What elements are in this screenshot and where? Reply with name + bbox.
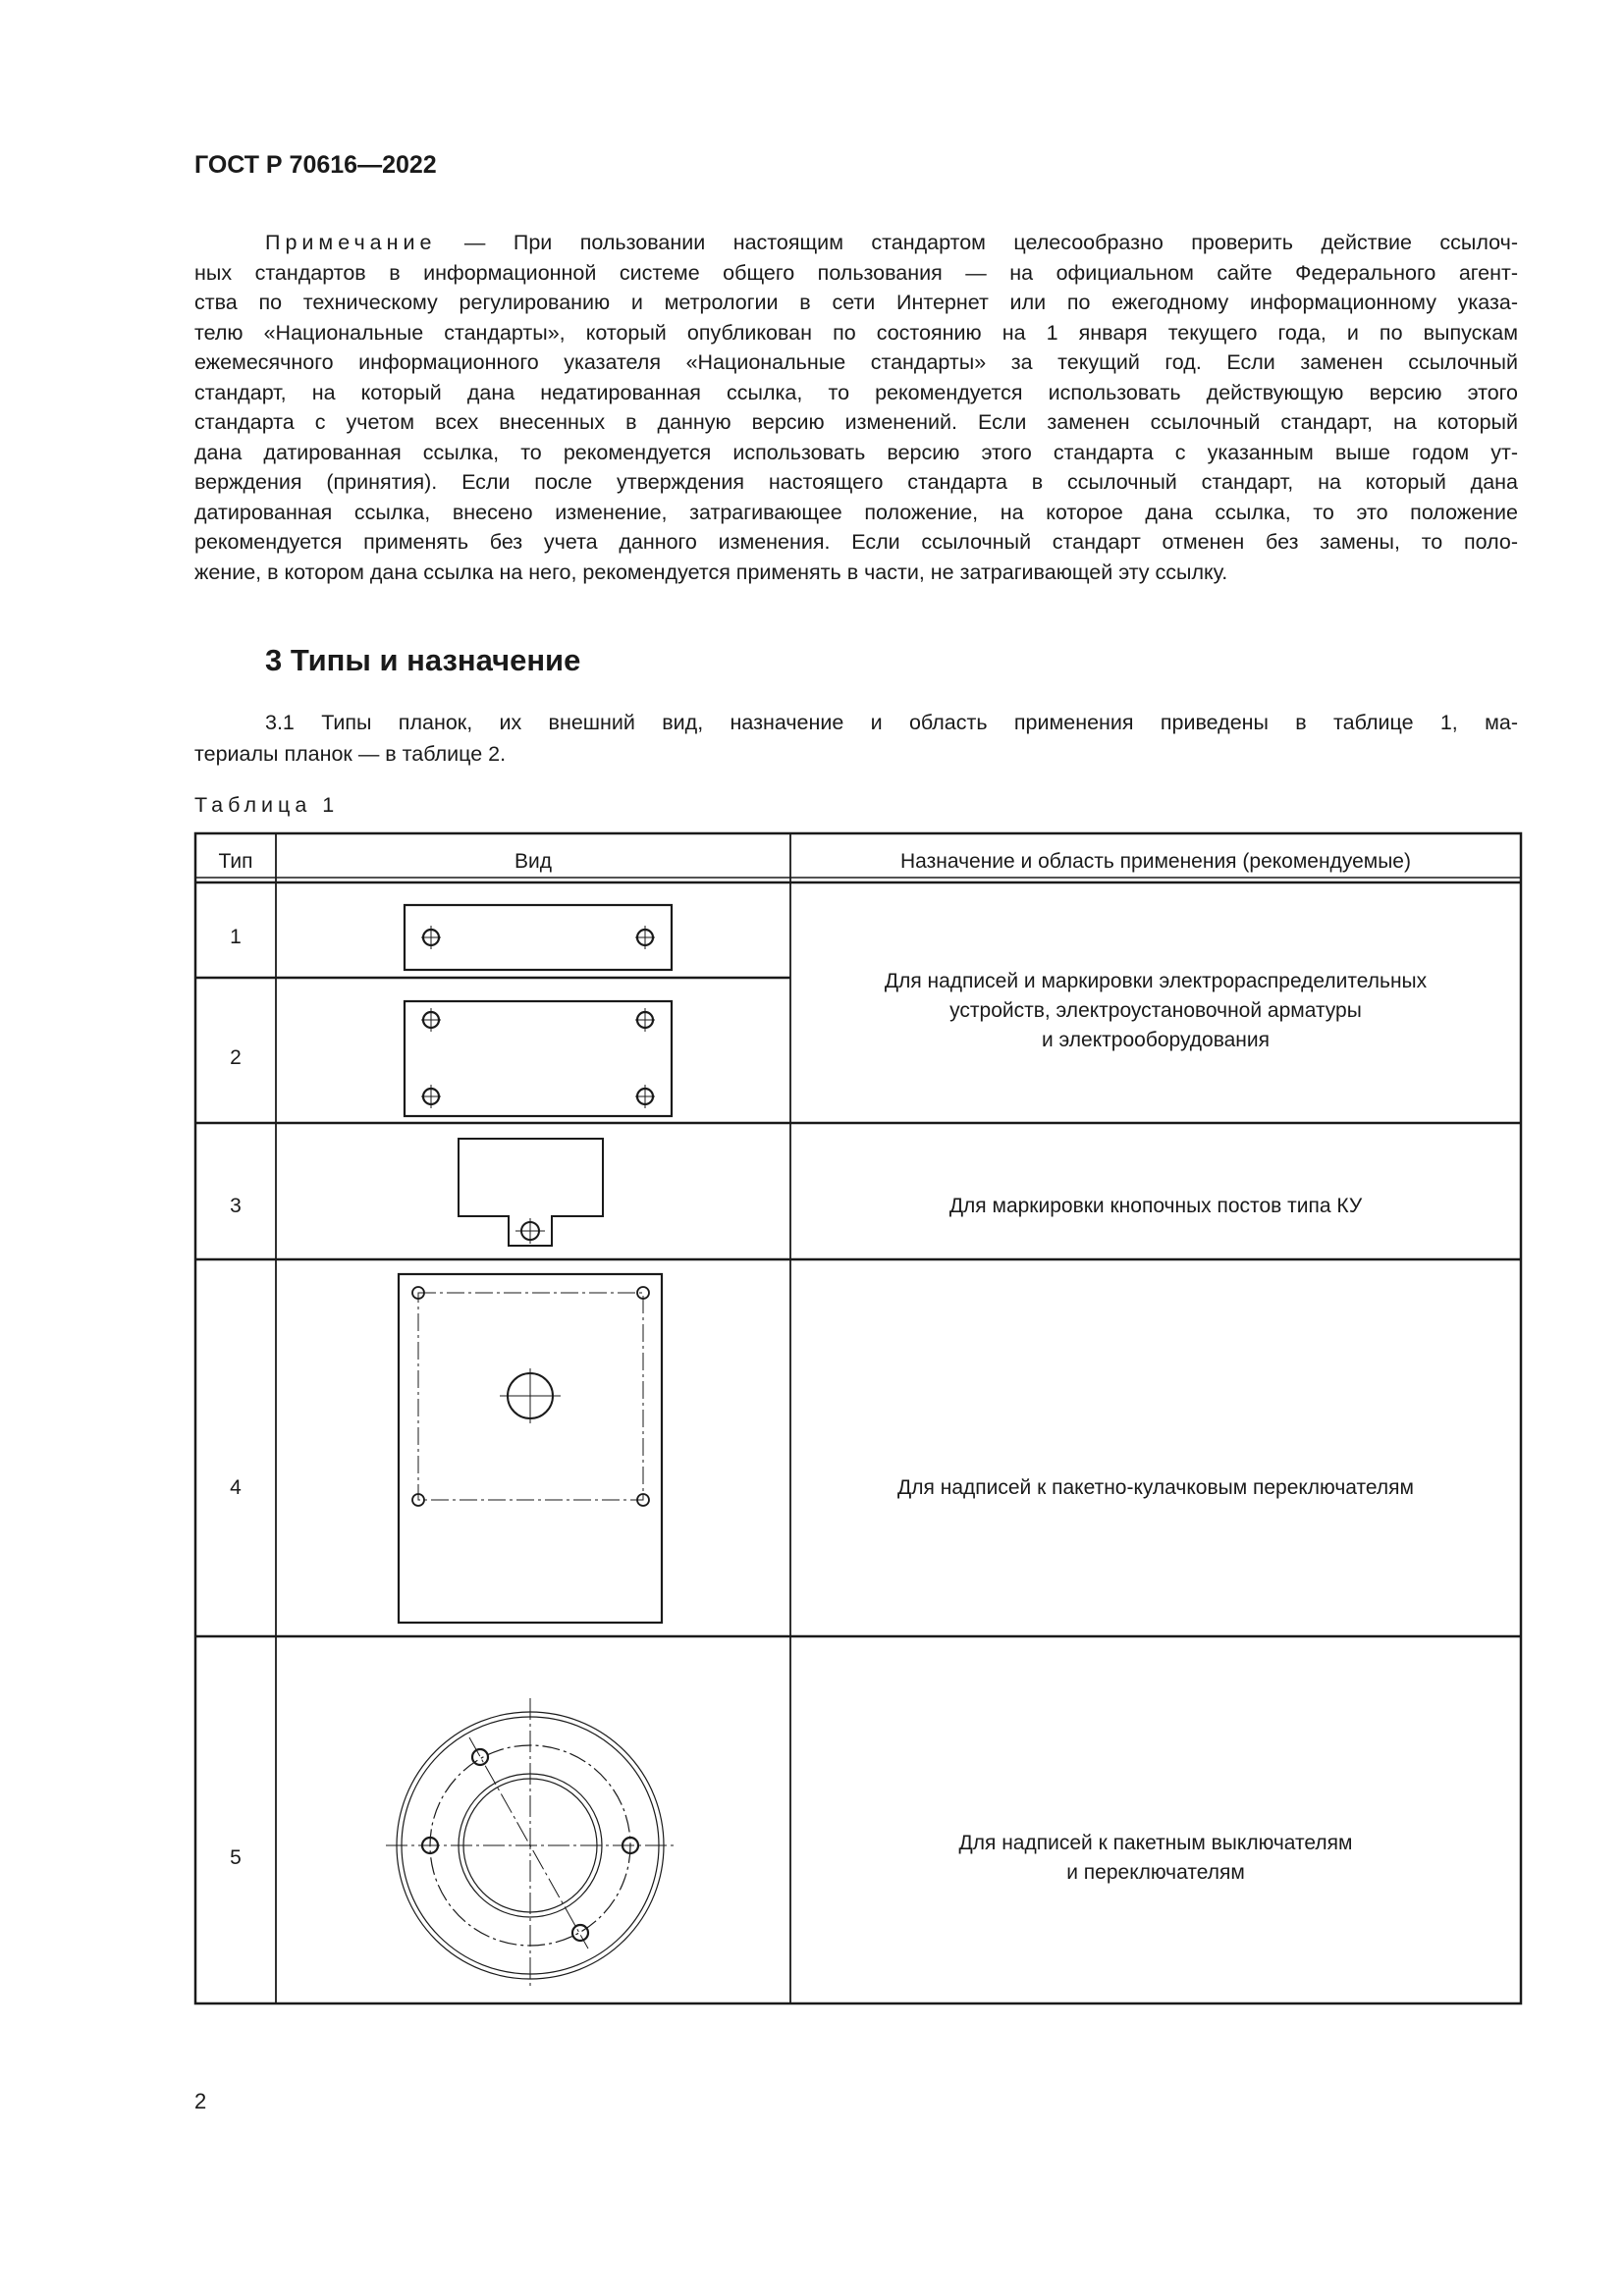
type-cell: 4 [230,1476,242,1499]
note-label: Примечание [265,231,437,254]
drawing-type-4 [399,1274,662,1623]
note-line: дана датированная ссылка, то рекомендуется использовать версию этого стандарта с указанным выше годом ут- [194,440,1518,464]
document-code: ГОСТ Р 70616—2022 [194,151,437,179]
drawing-type-1 [405,905,672,970]
purpose-cell: Для надписей и маркировки электрораспределительных устройств, электроустановочной арматуры и электрооборудования [884,970,1428,1051]
note-line: телю «Национальные стандарты», который опубликован по состоянию на 1 января текущего года, и по выпускам [194,320,1518,345]
note-line: ежемесячного информационного указателя «Национальные стандарты» за текущий год. Если заменен ссылочный [194,350,1518,374]
drawing-type-5 [386,1698,676,1990]
paragraph-line: 3.1 Типы планок, их внешний вид, назначение и область применения приведены в таблице 1, ма- [265,711,1518,734]
note-line: ства по техническому регулированию и метрологии в сети Интернет или по ежегодному информационному указа- [194,291,1518,314]
note-line: Примечание — При пользовании настоящим стандартом целесообразно проверить действие ссылоч- [265,231,1518,254]
type-cell: 1 [230,926,242,948]
section-heading: 3 Типы и назначение [265,643,581,677]
note-line: стандарт, на который дана недатированная ссылка, то рекомендуется использовать действующую версию этого [194,380,1518,404]
paragraph-line: териалы планок — в таблице 2. [194,742,507,766]
purpose-cell: Для маркировки кнопочных постов типа КУ [948,1195,1363,1217]
header-purpose: Назначение и область применения (рекомендуемые) [900,850,1411,873]
note-line: верждения (принятия). Если после утверждения настоящего стандарта в ссылочный стандарт, на который дана [194,470,1518,494]
note-line: стандарта с учетом всех внесенных в данную версию изменений. Если заменен ссылочный стандарт, на который [194,410,1518,434]
note-line: жение, в котором дана ссылка на него, рекомендуется применять в части, не затрагивающей эту ссылку. [194,560,1228,584]
type-cell: 2 [230,1046,242,1069]
note-line: ных стандартов в информационной системе общего пользования — на официальном сайте Федерального агент- [194,260,1518,285]
page-number: 2 [194,2089,207,2113]
type-cell: 5 [230,1846,242,1869]
note-line: рекомендуется применять без учета данного изменения. Если ссылочный стандарт отменен без замены, то поло- [194,530,1518,554]
table-caption: Таблица 1 [194,793,340,817]
header-view: Вид [514,850,552,873]
header-type: Тип [218,850,253,873]
purpose-cell: Для надписей к пакетным выключателям и переключателям [958,1832,1353,1884]
note-line: датированная ссылка, внесено изменение, затрагивающее положение, на которое дана ссылка, то это положение [194,500,1518,524]
drawing-type-2 [405,1001,672,1116]
drawing-type-3 [459,1139,603,1246]
purpose-cell: Для надписей к пакетно-кулачковым переключателям [897,1476,1414,1499]
type-cell: 3 [230,1195,242,1217]
